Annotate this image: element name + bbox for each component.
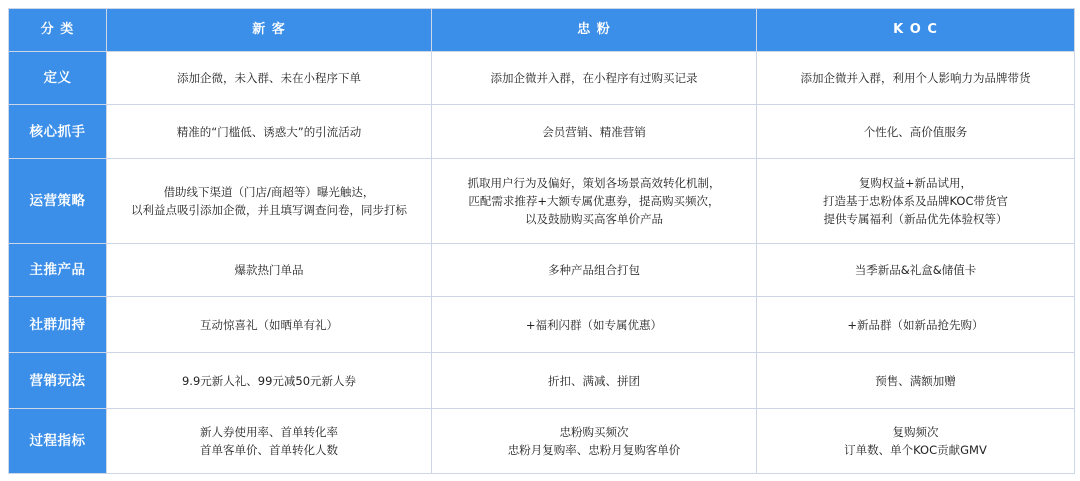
header-category: 分 类 — [9, 9, 107, 52]
cell-new — [107, 297, 432, 353]
header-loyal-fan: 忠 粉 — [432, 9, 757, 52]
row-label: 核心抓手 — [9, 105, 107, 159]
cell-loyal — [432, 244, 757, 297]
cell-text: 新人券使用率、首单转化率 — [200, 425, 338, 439]
cell-text: 当季新品&礼盒&储值卡 — [854, 263, 977, 277]
cell-text: 复购频次 — [892, 425, 939, 439]
user-segment-table — [8, 8, 1075, 474]
cell-text: 复购权益+新品试用， — [858, 176, 973, 190]
row-label: 营销玩法 — [9, 353, 107, 409]
cell-text: 添加企微，未入群、未在小程序下单 — [177, 71, 361, 85]
cell-text: +新品群（如新品抢先购） — [847, 317, 984, 332]
cell-text: 个性化、高价值服务 — [863, 124, 968, 139]
cell-text: +福利闪群（如专属优惠） — [525, 317, 663, 332]
cell-text: 添加企微并入群，利用个人影响力为品牌带货 — [800, 71, 1031, 85]
cell-koc — [757, 297, 1075, 353]
cell-text: 预售、满额加赠 — [875, 373, 956, 388]
cell-loyal — [432, 353, 757, 409]
cell-text: 借助线下渠道（门店/商超等）曝光触达， — [163, 185, 375, 199]
cell-koc — [757, 244, 1075, 297]
cell-new — [107, 52, 432, 105]
row-label: 主推产品 — [9, 244, 107, 297]
cell-text: 爆款热门单品 — [234, 263, 304, 277]
cell-text: 抓取用户行为及偏好，策划各场景高效转化机制， — [467, 176, 721, 190]
cell-text: 添加企微并入群，在小程序有过购买记录 — [490, 71, 698, 85]
cell-new — [107, 105, 432, 159]
cell-loyal — [432, 52, 757, 105]
header-row — [9, 9, 1075, 52]
cell-koc — [757, 52, 1075, 105]
cell-text: 精准的“门槛低、诱惑大”的引流活动 — [176, 124, 362, 139]
table-row — [9, 409, 1075, 474]
cell-text: 以及鼓励购买高客单价产品 — [525, 212, 663, 226]
cell-text: 会员营销、精准营销 — [542, 124, 646, 139]
cell-text: 多种产品组合打包 — [548, 263, 640, 277]
table-row — [9, 159, 1075, 244]
cell-koc — [757, 353, 1075, 409]
table-row — [9, 353, 1075, 409]
cell-text: 折扣、满减、拼团 — [548, 373, 640, 388]
table-row — [9, 297, 1075, 353]
cell-text: 互动惊喜礼（如晒单有礼） — [200, 317, 338, 332]
cell-text: 打造基于忠粉体系及品牌KOC带货官 — [823, 194, 1008, 208]
header-new-customer: 新 客 — [107, 9, 432, 52]
row-label: 定义 — [9, 52, 107, 105]
table-row — [9, 244, 1075, 297]
header-koc: K O C — [757, 9, 1075, 52]
cell-loyal — [432, 409, 757, 474]
table-row — [9, 105, 1075, 159]
table-row — [9, 52, 1075, 105]
cell-text: 订单数、单个KOC贡献GMV — [844, 443, 987, 457]
cell-loyal — [432, 297, 757, 353]
cell-text: 9.9元新人礼、99元减50元新人券 — [181, 373, 357, 388]
row-label: 社群加持 — [9, 297, 107, 353]
cell-new — [107, 159, 432, 244]
comparison-table-container — [8, 8, 1074, 473]
cell-new — [107, 353, 432, 409]
cell-loyal — [432, 159, 757, 244]
cell-new — [107, 409, 432, 474]
cell-text: 首单客单价、首单转化人数 — [200, 443, 338, 457]
cell-text: 忠粉月复购率、忠粉月复购客单价 — [507, 443, 681, 457]
row-label: 运营策略 — [9, 159, 107, 244]
cell-koc — [757, 409, 1075, 474]
cell-text: 匹配需求推荐+大额专属优惠券，提高购买频次， — [468, 194, 720, 208]
cell-new — [107, 244, 432, 297]
cell-koc — [757, 159, 1075, 244]
cell-text: 忠粉购买频次 — [559, 425, 629, 439]
row-label: 过程指标 — [9, 409, 107, 474]
cell-koc — [757, 105, 1075, 159]
cell-text: 提供专属福利（新品优先体验权等） — [823, 212, 1008, 226]
cell-text: 以利益点吸引添加企微，并且填写调查问卷，同步打标 — [131, 203, 407, 217]
cell-loyal — [432, 105, 757, 159]
